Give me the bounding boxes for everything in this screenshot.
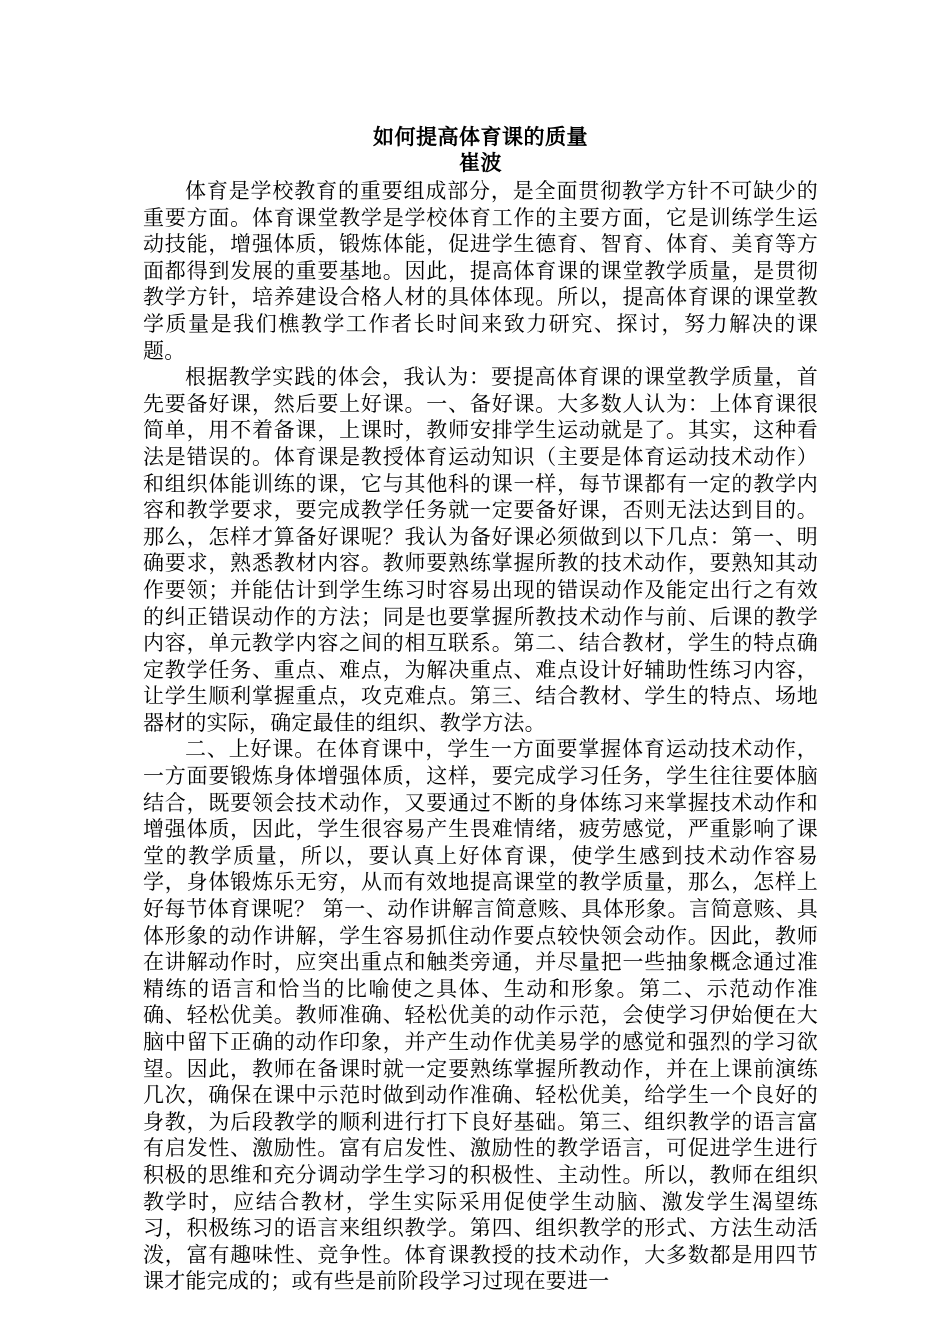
document-page	[143, 124, 818, 1295]
document-title: 如何提高体育课的质量	[373, 125, 588, 149]
paragraph-2: 根据教学实践的体会，我认为：要提高体育课的课堂教学质量，首先要备好课，然后要上好课。一、备好课。大多数人认为：上体育课很简单，用不着备课，上课时，教师安排学生运动就是了。其实，这种看法是错误的。体育课是教授体育运动知识（主要是体育运动技术动作）和组织体能训练的课，它与其他科的课一样，每节课都有一定的教学内容和教学要求，要完成教学任务就一定要备好课，否则无法达到目的。那么，怎样才算备好课呢？我认为备好课必须做到以下几点：第一、明确要求，熟悉教材内容。教师要熟练掌握所教的技术动作，要熟知其动作要领；并能估计到学生练习时容易出现的错误动作及能定出行之有效的纠正错误动作的方法；同是也要掌握所教技术动作与前、后课的教学内容，单元教学内容之间的相互联系。第二、结合教材，学生的特点确定教学任务、重点、难点，为解决重点、难点设计好辅助性练习内容，让学生顺利掌握重点，攻克难点。第三、结合教材、学生的特点、场地器材的实际，确定最佳的组织、教学方法。	[143, 365, 818, 735]
document-author: 崔波	[459, 151, 502, 175]
paragraph-3: 二、上好课。在体育课中，学生一方面要掌握体育运动技术动作，一方面要锻炼身体增强体质，这样，要完成学习任务，学生往往要体脑结合，既要领会技术动作，又要通过不断的身体练习来掌握技术动作和增强体质，因此，学生很容易产生畏难情绪，疲劳感觉，严重影响了课堂的教学质量，所以，要认真上好体育课，使学生感到技术动作容易学，身体锻炼乐无穷，从而有效地提高课堂的教学质量，那么，怎样上好每节体育课呢？ 第一、动作讲解言简意赅、具体形象。言简意赅、具体形象的动作讲解，学生容易抓住动作要点较快领会动作。因此，教师在讲解动作时，应突出重点和触类旁通，并尽量把一些抽象概念通过准精练的语言和恰当的比喻使之具体、生动和形象。第二、示范动作准确、轻松优美。教师准确、轻松优美的动作示范，会使学习伊始便在大脑中留下正确的动作印象，并产生动作优美易学的感觉和强烈的学习欲望。因此，教师在备课时就一定要熟练掌握所教动作，并在上课前演练几次，确保在课中示范时做到动作准确、轻松优美，给学生一个良好的身教，为后段教学的顺利进行打下良好基础。第三、组织教学的语言富有启发性、激励性。富有启发性、激励性的教学语言，可促进学生进行积极的思维和充分调动学生学习的积极性、主动性。所以，教师在组织教学时，应结合教材，学生实际采用促使学生动脑、激发学生渴望练习，积极练习的语言来组织教学。第四、组织教学的形式、方法生动活泼，富有趣味性、竞争性。体育课教授的技术动作，大多数都是用四节课才能完成的；或有些是前阶段学习过现在要进一	[143, 737, 818, 1294]
paragraph-1: 体育是学校教育的重要组成部分，是全面贯彻教学方针不可缺少的重要方面。体育课堂教学是学校体育工作的主要方面，它是训练学生运动技能，增强体质，锻炼体能，促进学生德育、智育、体育、美育等方面都得到发展的重要基地。因此，提高体育课的课堂教学质量，是贯彻教学方针，培养建设合格人材的具体体现。所以，提高体育课的课堂教学质量是我们樵教学工作者长时间来致力研究、探讨，努力解决的课题。	[143, 179, 818, 363]
